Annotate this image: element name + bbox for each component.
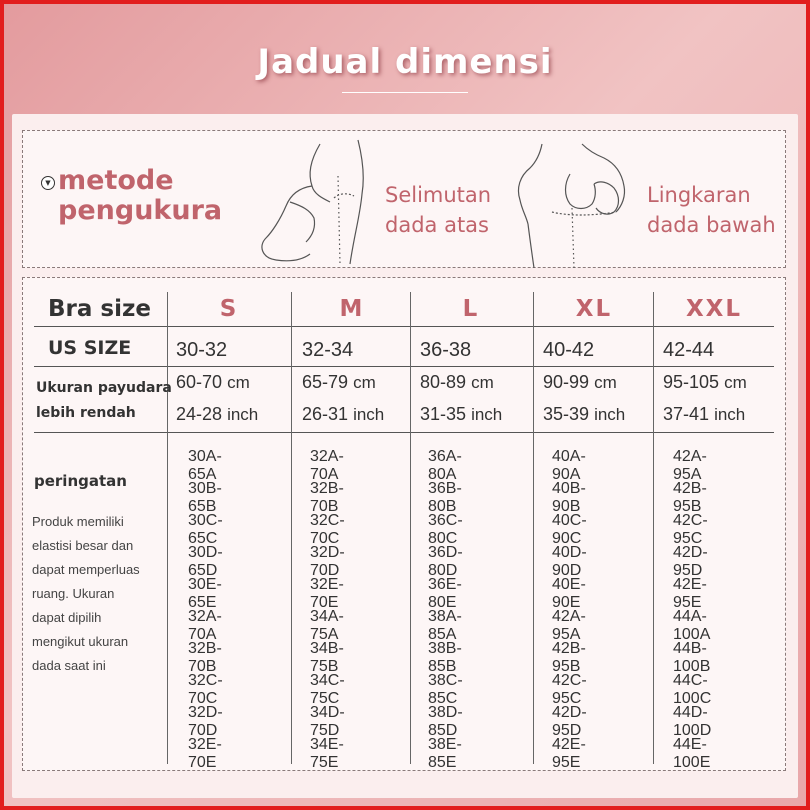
cm-unit: cm xyxy=(353,373,376,392)
title-underline xyxy=(342,92,468,93)
column-divider xyxy=(653,292,654,764)
size-code: 42C-95C xyxy=(673,512,708,547)
cm-range-m xyxy=(302,372,376,393)
bra-size-label: Bra size xyxy=(48,296,151,322)
size-code: 40D-90D xyxy=(552,544,587,579)
inch-range-xxl xyxy=(663,404,745,425)
cm-value: 65-79 xyxy=(302,372,349,392)
cm-unit: cm xyxy=(594,373,617,392)
size-code: 34B-75B xyxy=(310,640,344,675)
size-code: 30C-65C xyxy=(188,512,223,547)
inch-value: 26-31 xyxy=(302,404,349,424)
under-bust-label xyxy=(647,180,776,240)
inch-unit: inch xyxy=(353,405,385,424)
size-code: 30A-65A xyxy=(188,448,222,483)
size-code: 40B-90B xyxy=(552,480,586,515)
cm-value: 80-89 xyxy=(420,372,467,392)
size-code: 38E-85E xyxy=(428,736,462,771)
size-code: 44C-100C xyxy=(673,672,712,707)
cm-unit: cm xyxy=(227,373,250,392)
size-code: 38A-85A xyxy=(428,608,462,643)
cm-value: 95-105 xyxy=(663,372,720,392)
warning-title: peringatan xyxy=(34,472,127,490)
over-bust-illustration xyxy=(250,136,380,266)
warning-line: elastisi besar dan xyxy=(32,538,134,553)
inch-unit: inch xyxy=(714,405,746,424)
size-code: 36D-80D xyxy=(428,544,463,579)
size-code: 32A-70A xyxy=(188,608,222,643)
size-code: 38C-85C xyxy=(428,672,463,707)
size-code: 42A-95A xyxy=(673,448,707,483)
size-code: 34C-75C xyxy=(310,672,345,707)
size-code: 34A-75A xyxy=(310,608,344,643)
column-divider xyxy=(291,292,292,764)
over-bust-label-line1: Selimutan xyxy=(385,183,492,207)
us-size-s: 30-32 xyxy=(176,339,228,361)
size-code: 38B-85B xyxy=(428,640,462,675)
cm-range-l xyxy=(420,372,494,393)
size-code: 30D-65D xyxy=(188,544,223,579)
inch-range-s xyxy=(176,404,258,425)
inch-value: 31-35 xyxy=(420,404,467,424)
inch-range-m xyxy=(302,404,384,425)
size-header-m: M xyxy=(339,296,365,322)
size-code: 40C-90C xyxy=(552,512,587,547)
inch-value: 37-41 xyxy=(663,404,710,424)
warning-line: mengikut ukuran xyxy=(32,634,129,649)
us-size-l: 36-38 xyxy=(420,339,472,361)
warning-line: dapat dipilih xyxy=(32,610,102,625)
size-header-xxl: XXL xyxy=(685,296,743,322)
size-code: 44E-100E xyxy=(673,736,711,771)
inch-range-xl xyxy=(543,404,625,425)
cm-value: 60-70 xyxy=(176,372,223,392)
underbust-label-line2: lebih rendah xyxy=(36,405,136,421)
size-code: 44B-100B xyxy=(673,640,711,675)
warning-line: Produk memiliki xyxy=(32,514,124,529)
size-code: 32B-70B xyxy=(310,480,344,515)
size-code: 42E-95E xyxy=(673,576,707,611)
warning-line: dada saat ini xyxy=(32,658,106,673)
size-code: 40A-90A xyxy=(552,448,586,483)
inch-unit: inch xyxy=(227,405,259,424)
column-divider xyxy=(410,292,411,764)
warning-line: ruang. Ukuran xyxy=(32,586,115,601)
us-size-m: 32-34 xyxy=(302,339,354,361)
size-code: 42E-95E xyxy=(552,736,586,771)
size-code: 42B-95B xyxy=(552,640,586,675)
cm-value: 90-99 xyxy=(543,372,590,392)
us-size-label: US SIZE xyxy=(48,337,132,359)
size-code: 32B-70B xyxy=(188,640,222,675)
size-code: 42D-95D xyxy=(552,704,587,739)
size-code: 34E-75E xyxy=(310,736,344,771)
over-bust-label xyxy=(385,180,491,240)
method-title-line2: pengukura xyxy=(58,195,223,226)
warning-note xyxy=(32,510,140,678)
underbust-label-line1: Ukuran payudara xyxy=(36,380,172,396)
over-bust-label-line2: dada atas xyxy=(385,213,489,237)
column-divider xyxy=(167,292,168,764)
column-divider xyxy=(533,292,534,764)
size-code: 44D-100D xyxy=(673,704,712,739)
warning-line: dapat memperluas xyxy=(32,562,140,577)
us-size-xxl: 42-44 xyxy=(663,339,715,361)
size-code: 40E-90E xyxy=(552,576,586,611)
size-code: 36B-80B xyxy=(428,480,462,515)
size-code: 30E-65E xyxy=(188,576,222,611)
inch-value: 35-39 xyxy=(543,404,590,424)
size-code: 42A-95A xyxy=(552,608,586,643)
header-rule xyxy=(34,326,774,327)
us-size-rule xyxy=(34,366,774,367)
size-code: 36C-80C xyxy=(428,512,463,547)
size-code: 32E-70E xyxy=(310,576,344,611)
inch-unit: inch xyxy=(471,405,503,424)
size-code: 36A-80A xyxy=(428,448,462,483)
size-code: 32D-70D xyxy=(310,544,345,579)
size-code: 32D-70D xyxy=(188,704,223,739)
size-code: 34D-75D xyxy=(310,704,345,739)
cm-range-xl xyxy=(543,372,617,393)
under-bust-illustration xyxy=(512,140,640,268)
size-code: 42B-95B xyxy=(673,480,707,515)
size-code: 32A-70A xyxy=(310,448,344,483)
method-title-line1: metode xyxy=(58,165,174,196)
size-header-s: S xyxy=(219,296,239,322)
page-title: Jadual dimensi xyxy=(257,42,553,82)
size-code: 30B-65B xyxy=(188,480,222,515)
inch-range-l xyxy=(420,404,502,425)
under-bust-label-line1: Lingkaran xyxy=(647,183,751,207)
measurement-rule xyxy=(34,432,774,433)
size-code: 32C-70C xyxy=(310,512,345,547)
method-title xyxy=(58,166,222,226)
size-header-l: L xyxy=(462,296,480,322)
underbust-label xyxy=(36,376,172,426)
size-header-xl: XL xyxy=(575,296,613,322)
size-code: 44A-100A xyxy=(673,608,711,643)
size-code: 42C-95C xyxy=(552,672,587,707)
size-code: 42D-95D xyxy=(673,544,708,579)
size-code: 32E-70E xyxy=(188,736,222,771)
cm-unit: cm xyxy=(724,373,747,392)
size-code: 36E-80E xyxy=(428,576,462,611)
cm-range-xxl xyxy=(663,372,747,393)
size-code: 32C-70C xyxy=(188,672,223,707)
size-code: 38D-85D xyxy=(428,704,463,739)
us-size-xl: 40-42 xyxy=(543,339,595,361)
cm-unit: cm xyxy=(471,373,494,392)
cm-range-s xyxy=(176,372,250,393)
inch-unit: inch xyxy=(594,405,626,424)
under-bust-label-line2: dada bawah xyxy=(647,213,776,237)
inch-value: 24-28 xyxy=(176,404,223,424)
dropdown-marker-icon: ▼ xyxy=(41,176,55,190)
